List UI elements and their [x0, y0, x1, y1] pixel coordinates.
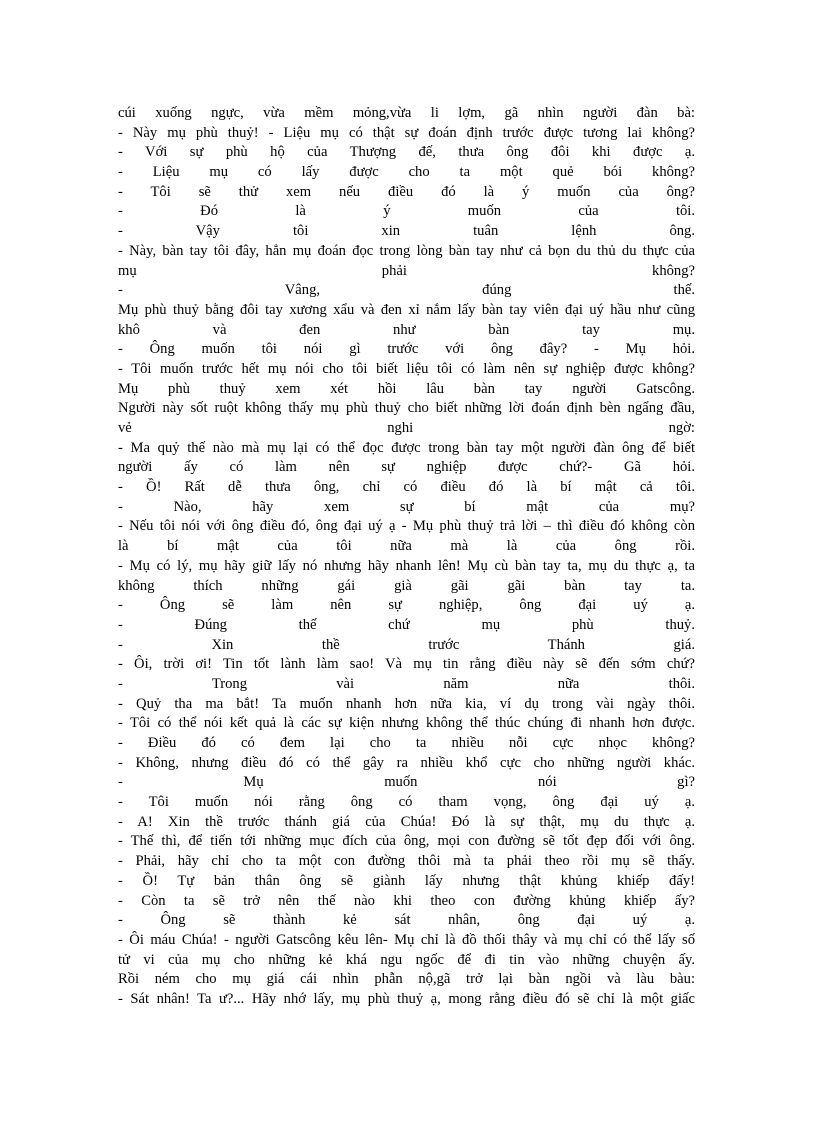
text-line: là bí mật của tôi nữa mà là của ông rồi.	[118, 538, 695, 555]
text-line: - Thế thì, để tiến tới những mục đích của ông, mọi con đường sẽ tốt đẹp đối với ông.	[118, 833, 695, 850]
text-line: - Ông muốn tôi nói gì trước với ông đây? - Mụ hỏi.	[118, 341, 695, 358]
text-line: - Ôi, trời ơi! Tin tốt lành làm sao! Và mụ tin rằng điều này sẽ đến sớm chứ?	[118, 656, 695, 673]
text-line: - Tôi có thể nói kết quả là các sự kiện nhưng không thể thúc chúng đi nhanh hơn được.	[118, 715, 695, 732]
text-line: - Này mụ phù thuỷ! - Liệu mụ có thật sự đoán định trước được tương lai không?	[118, 124, 695, 141]
text-line: - Đó là ý muốn của tôi.	[118, 203, 695, 220]
text-line: - Ôi máu Chúa! - người Gatscông kêu lên- Mụ chỉ là đồ thối thây và mụ chỉ có thể lấy số	[118, 931, 695, 948]
text-line: - Ma quỷ thế nào mà mụ lại có thể đọc được trong bàn tay một người đàn ông để biết	[118, 439, 695, 456]
text-line: - Ông sẽ làm nên sự nghiệp, ông đại uý ạ.	[118, 597, 695, 614]
text-line: Người này sốt ruột không thấy mụ phù thuỷ cho biết những lời đoán định bèn ngẩng đầu,	[118, 400, 695, 417]
text-line: - Đúng thế chứ mụ phù thuỷ.	[118, 616, 695, 633]
text-line: Mụ phù thuỷ bằng đôi tay xương xẩu và đen xỉ nắm lấy bàn tay viên đại uý hầu như cũng	[118, 301, 695, 318]
text-line: Mụ phù thuỷ xem xét hồi lâu bàn tay người Gatscông.	[118, 380, 695, 397]
text-line: - Nếu tôi nói với ông điều đó, ông đại uý ạ - Mụ phù thuỷ trả lời – thì điều đó không còn	[118, 518, 695, 535]
text-line: không thích những gái già gãi gãi bàn tay ta.	[118, 577, 695, 594]
text-line: - Tôi sẽ thử xem nếu điều đó là ý muốn của ông?	[118, 183, 695, 200]
text-line: tử vi của mụ cho những kẻ khá ngu ngốc để đi tin vào những chuyện ấy.	[118, 951, 695, 968]
text-line: - Trong vài năm nữa thôi.	[118, 675, 695, 692]
text-line: - Quỷ tha ma bắt! Ta muốn nhanh hơn nữa kia, ví dụ trong vài ngày thôi.	[118, 695, 695, 712]
text-line: - Ồ! Rất dễ thưa ông, chỉ có điều đó là bí mật cả tôi.	[118, 479, 695, 496]
text-line: khô và đen như bàn tay mụ.	[118, 321, 695, 338]
text-line: Rồi ném cho mụ giá cái nhìn phẫn nộ,gã trở lại bàn ngồi và làu bàu:	[118, 971, 695, 988]
text-line: - Với sự phù hộ của Thượng đế, thưa ông đôi khi được ạ.	[118, 144, 695, 161]
text-line: - Này, bàn tay tôi đây, hẳn mụ đoán đọc trong lòng bàn tay như cả bọn du thủ du thực của	[118, 242, 695, 259]
document-page	[118, 104, 695, 1010]
text-line: vẻ nghi ngờ:	[118, 420, 695, 436]
text-line: - Tôi muốn trước hết mụ nói cho tôi biết liệu tôi có làm nên sự nghiệp được không?	[118, 360, 695, 377]
text-line: - A! Xin thề trước thánh giá của Chúa! Đó là sự thật, mụ du thực ạ.	[118, 813, 695, 830]
text-line: - Tôi muốn nói rằng ông có tham vọng, ông đại uý ạ.	[118, 794, 695, 811]
text-line: - Mụ muốn nói gì?	[118, 774, 695, 791]
text-line: - Ồ! Tự bản thân ông sẽ giành lấy nhưng thật khủng khiếp đấy!	[118, 872, 695, 889]
text-line: mụ phải không?	[118, 262, 695, 279]
text-line: - Điều đó có đem lại cho ta nhiều nỗi cực nhọc không?	[118, 735, 695, 751]
text-line: - Còn ta sẽ trở nên thế nào khi theo con đường khủng khiếp ấy?	[118, 892, 695, 909]
text-line: - Mụ có lý, mụ hãy giữ lấy nó nhưng hãy nhanh lên! Mụ cù bàn tay ta, mụ du thực ạ, ta	[118, 557, 695, 574]
text-line: - Ông sẽ thành kẻ sát nhân, ông đại uý ạ.	[118, 912, 695, 929]
text-line: - Nào, hãy xem sự bí mật của mụ?	[118, 498, 695, 515]
text-line: - Vậy tôi xin tuân lệnh ông.	[118, 223, 695, 240]
text-line: - Không, nhưng điều đó có thể gây ra nhiều khổ cực cho những người khác.	[118, 754, 695, 771]
text-line: - Xin thề trước Thánh giá.	[118, 636, 695, 653]
text-line: - Sát nhân! Ta ư?... Hãy nhớ lấy, mụ phù thuỷ ạ, mong rằng điều đó sẽ chỉ là một giấc	[118, 990, 695, 1007]
text-line: người ấy có làm nên sự nghiệp được chứ?- Gã hỏi.	[118, 459, 695, 476]
text-line: - Phải, hãy chỉ cho ta một con đường thôi mà ta phải theo rồi mụ sẽ thấy.	[118, 853, 695, 870]
text-line: - Vâng, đúng thế.	[118, 282, 695, 299]
text-line: - Liệu mụ có lấy được cho ta một quẻ bói không?	[118, 164, 695, 181]
text-line: cúi xuống ngực, vừa mềm mỏng,vừa li lợm, gã nhìn người đàn bà:	[118, 105, 695, 121]
